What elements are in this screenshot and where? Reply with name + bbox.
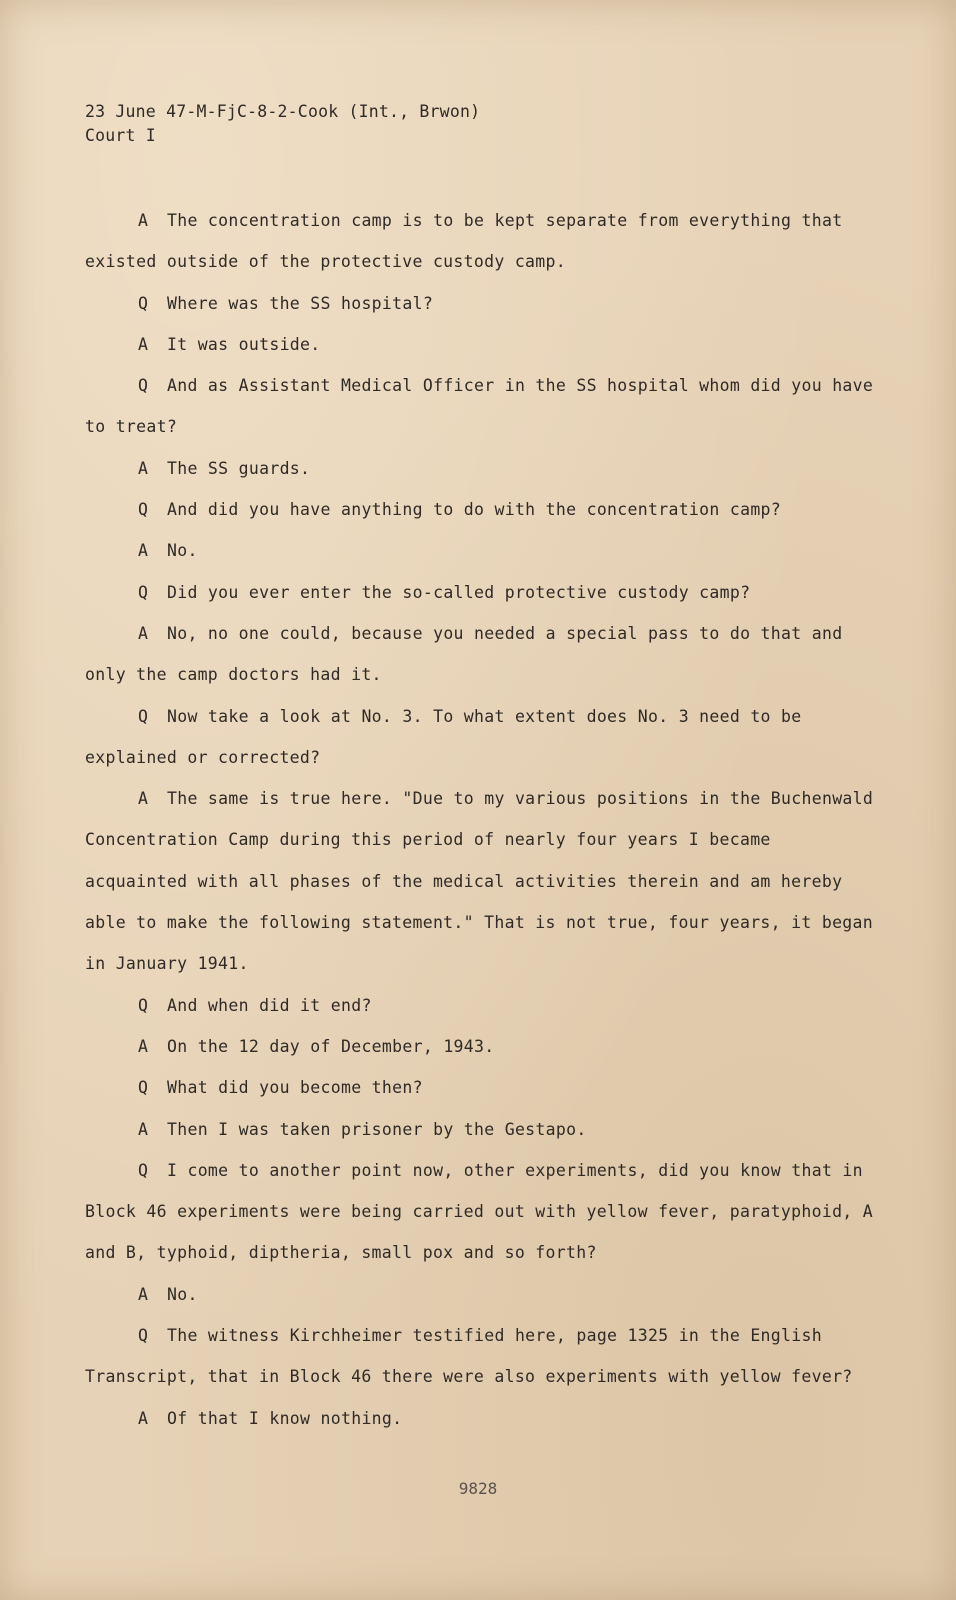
document-header [85, 100, 480, 148]
testimony-text: The same is true here. "Due to my various positions in the Buchenwald Concentration Camp during this period of nearly four years I became acquainted with all phases of the medical activities therein and am hereby able to make the following statement." That is not true, four years, it began in January 1941. [85, 789, 874, 974]
testimony-text: No. [167, 1284, 198, 1304]
testimony-text: On the 12 day of December, 1943. [167, 1036, 495, 1056]
page-number: 9828 [458, 1479, 498, 1498]
testimony-entry [85, 530, 875, 571]
speaker-label: Q [138, 582, 149, 602]
speaker-label: A [138, 623, 149, 643]
speaker-label: Q [138, 995, 149, 1015]
testimony-entry [85, 489, 875, 530]
testimony-entry [85, 1398, 875, 1439]
testimony-entry [85, 1150, 875, 1274]
testimony-entry [85, 778, 875, 984]
speaker-label: A [138, 1284, 149, 1304]
testimony-entry [85, 985, 875, 1026]
speaker-label: A [138, 789, 149, 809]
header-session-line: 23 June 47-M-FjC-8-2-Cook (Int., Brwon) [85, 102, 481, 121]
testimony-text: What did you become then? [167, 1078, 423, 1098]
testimony-text: Then I was taken prisoner by the Gestapo. [167, 1119, 587, 1139]
speaker-label: A [138, 1036, 149, 1056]
testimony-entry [85, 572, 875, 613]
testimony-text: Did you ever enter the so-called protective custody camp? [167, 582, 751, 602]
speaker-label: A [138, 458, 149, 478]
speaker-label: Q [138, 1160, 149, 1180]
speaker-label: Q [138, 1078, 149, 1098]
testimony-text: I come to another point now, other experiments, did you know that in Block 46 experiments were being carried out with yellow fever, paratyphoid, A and B, typhoid, diptheria, small pox and so forth? [85, 1160, 874, 1263]
testimony-text: Of that I know nothing. [167, 1408, 403, 1428]
testimony-entry [85, 1109, 875, 1150]
speaker-label: A [138, 334, 149, 354]
speaker-label: A [138, 211, 149, 230]
speaker-label: A [138, 541, 149, 561]
testimony-body [85, 200, 875, 1439]
speaker-label: Q [138, 376, 149, 396]
testimony-entry [85, 1315, 875, 1398]
testimony-text: Where was the SS hospital? [167, 293, 434, 313]
speaker-label: Q [138, 293, 149, 313]
testimony-text: And did you have anything to do with the concentration camp? [167, 500, 782, 520]
speaker-label: A [138, 1408, 149, 1428]
testimony-text: The witness Kirchheimer testified here, page 1325 in the English Transcript, that in Block 46 there were also experiments with yellow fever? [85, 1326, 853, 1387]
speaker-label: A [138, 1119, 149, 1139]
testimony-text: And when did it end? [167, 995, 372, 1015]
speaker-label: Q [138, 706, 149, 726]
speaker-label: Q [138, 500, 149, 520]
testimony-entry [85, 448, 875, 489]
testimony-entry [85, 200, 875, 283]
testimony-text: No. [167, 541, 198, 561]
testimony-text: The SS guards. [167, 458, 311, 478]
speaker-label: Q [138, 1326, 149, 1346]
testimony-text: No, no one could, because you needed a special pass to do that and only the camp doctors had it. [85, 623, 843, 685]
header-court-line: Court I [85, 126, 156, 145]
testimony-entry [85, 1274, 875, 1315]
testimony-entry [85, 365, 875, 448]
testimony-entry [85, 1026, 875, 1067]
testimony-entry [85, 613, 875, 696]
testimony-entry [85, 324, 875, 365]
testimony-text: It was outside. [167, 334, 321, 354]
testimony-entry [85, 1067, 875, 1108]
testimony-text: And as Assistant Medical Officer in the SS hospital whom did you have to treat? [85, 376, 874, 437]
testimony-text: Now take a look at No. 3. To what extent does No. 3 need to be explained or corrected? [85, 706, 802, 767]
testimony-entry [85, 696, 875, 779]
testimony-entry [85, 283, 875, 324]
testimony-text: The concentration camp is to be kept separate from everything that existed outside of the protective custody camp. [85, 211, 843, 272]
